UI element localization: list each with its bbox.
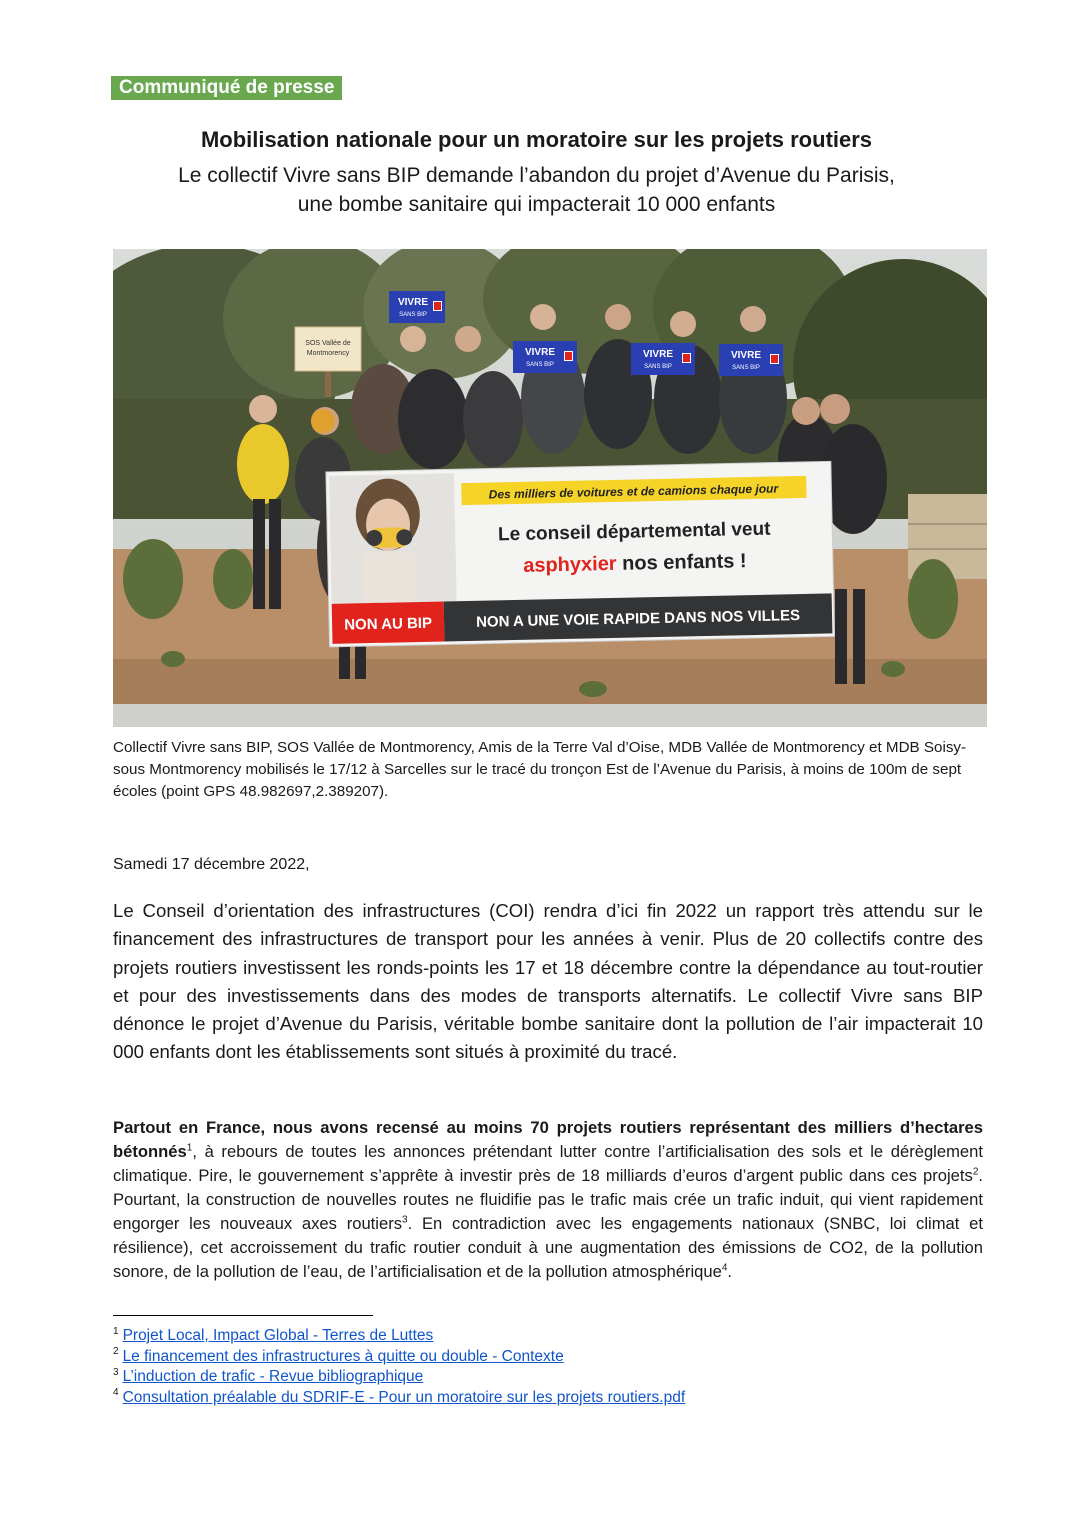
sign-sans-bip-label: SANS BIP <box>644 364 672 370</box>
footnote-link-1[interactable]: Projet Local, Impact Global - Terres de Luttes <box>122 1327 434 1344</box>
footnote-number: 4 <box>113 1387 119 1399</box>
footnote-number: 1 <box>113 1325 119 1337</box>
footnote-4 <box>113 1388 685 1409</box>
release-date: Samedi 17 décembre 2022, <box>113 856 310 873</box>
footnotes <box>113 1326 685 1408</box>
sign-vivre-label: VIVRE <box>642 349 674 360</box>
paragraph-main-bold: Partout en France, nous avons recensé au moins 70 projets routiers représentant des milliers d’hectares bétonnés <box>113 1118 983 1161</box>
banner-line-1: Le conseil départemental veut <box>497 518 771 546</box>
footnote-number: 2 <box>113 1346 119 1358</box>
banner-top-text: Des milliers de voitures et de camions chaque jour <box>488 481 779 502</box>
paragraph-main <box>113 1116 983 1284</box>
banner-line-2-rest: nos enfants ! <box>616 550 747 575</box>
paragraph-main-text-3: . En contradiction avec les engagements nationaux (SNBC, loi climat et résilience), cet accroissement du trafic routier conduit à une augmentation des émissions de CO2, de la pollution sonore, de la pollution de l’eau, de l’artificialisation et de la pollution atmosphérique <box>113 1214 983 1281</box>
footnote-2 <box>113 1347 685 1368</box>
footnote-ref-4[interactable]: 4 <box>721 1262 728 1274</box>
sign-sans-bip-label: SANS BIP <box>526 362 554 368</box>
footnote-1 <box>113 1326 685 1347</box>
banner-bottom-right: NON A UNE VOIE RAPIDE DANS NOS VILLES <box>475 607 801 631</box>
press-release-tag: Communiqué de presse <box>111 76 342 100</box>
protest-banner <box>326 461 835 647</box>
subtitle-line-1: Le collectif Vivre sans BIP demande l’abandon du projet d’Avenue du Parisis, <box>178 164 895 187</box>
svg-text:SOS Vallée de: SOS Vallée de <box>305 340 351 347</box>
protest-photo <box>113 249 987 727</box>
footnote-ref-2[interactable]: 2 <box>972 1166 979 1178</box>
page-subtitle <box>0 161 1073 219</box>
banner-line-2 <box>523 550 747 577</box>
sign-vivre-label: VIVRE <box>397 297 429 308</box>
subtitle-line-2: une bombe sanitaire qui impacterait 10 000 enfants <box>297 193 776 216</box>
photo-caption: Collectif Vivre sans BIP, SOS Vallée de Montmorency, Amis de la Terre Val d’Oise, MDB Vallée de Montmorency et MDB Soisy-sous Montmorency mobilisés le 17/12 à Sarcelles sur le tracé du tronçon Est de l’Avenue du Parisis, à moins de 100m de sept écoles (point GPS 48.982697,2.389207). <box>113 739 967 800</box>
banner-bottom-left: NON AU BIP <box>344 614 433 634</box>
sign-sans-bip-label: SANS BIP <box>399 312 427 318</box>
footnote-divider <box>113 1315 373 1316</box>
paragraph-main-text-4: . <box>727 1262 733 1281</box>
sign-vivre-label: VIVRE <box>730 350 762 361</box>
sign-sans-bip-label: SANS BIP <box>732 365 760 371</box>
page-title: Mobilisation nationale pour un moratoire sur les projets routiers <box>200 127 873 152</box>
footnote-number: 3 <box>113 1366 119 1378</box>
paragraph-intro: Le Conseil d’orientation des infrastructures (COI) rendra d’ici fin 2022 un rapport très attendu sur le financement des infrastructures de transport pour les années à venir. Plus de 20 collectifs contre des projets routiers investissent les ronds-points les 17 et 18 décembre contre la dépendance au tout-routier et pour des investissements dans des modes de transports alternatifs. Le collectif Vivre sans BIP dénonce le projet d’Avenue du Parisis, véritable bombe sanitaire dont la pollution de l’air impacterait 10 000 enfants dont les établissements sont situés à proximité du tracé. <box>113 900 983 1063</box>
footnote-link-3[interactable]: L’induction de trafic - Revue bibliographique <box>122 1368 424 1385</box>
banner-line-2-red: asphyxier <box>522 552 617 577</box>
footnote-link-4[interactable]: Consultation préalable du SDRIF-E - Pour un moratoire sur les projets routiers.pdf <box>122 1388 686 1406</box>
paragraph-main-text-2: . Pourtant, la construction de nouvelles routes ne fluidifie pas le trafic mais crée un trafic induit, qui vient rapidement engorger les nouveaux axes routiers <box>113 1166 983 1233</box>
footnote-ref-3[interactable]: 3 <box>402 1214 408 1226</box>
footnote-ref-1[interactable]: 1 <box>186 1142 193 1154</box>
paragraph-main-text-1: , à rebours de toutes les annonces prétendant lutter contre l’artificialisation des sols et le dérèglement climatique. Pire, le gouvernement s’apprête à investir près de 18 milliards d’euros d’argent public dans ces projets <box>113 1142 983 1185</box>
footnote-3 <box>113 1367 685 1388</box>
svg-text:Montmorency: Montmorency <box>306 350 350 357</box>
footnote-link-2[interactable]: Le financement des infrastructures à quitte ou double - Contexte <box>122 1347 564 1365</box>
sign-vivre-label: VIVRE <box>524 347 556 358</box>
